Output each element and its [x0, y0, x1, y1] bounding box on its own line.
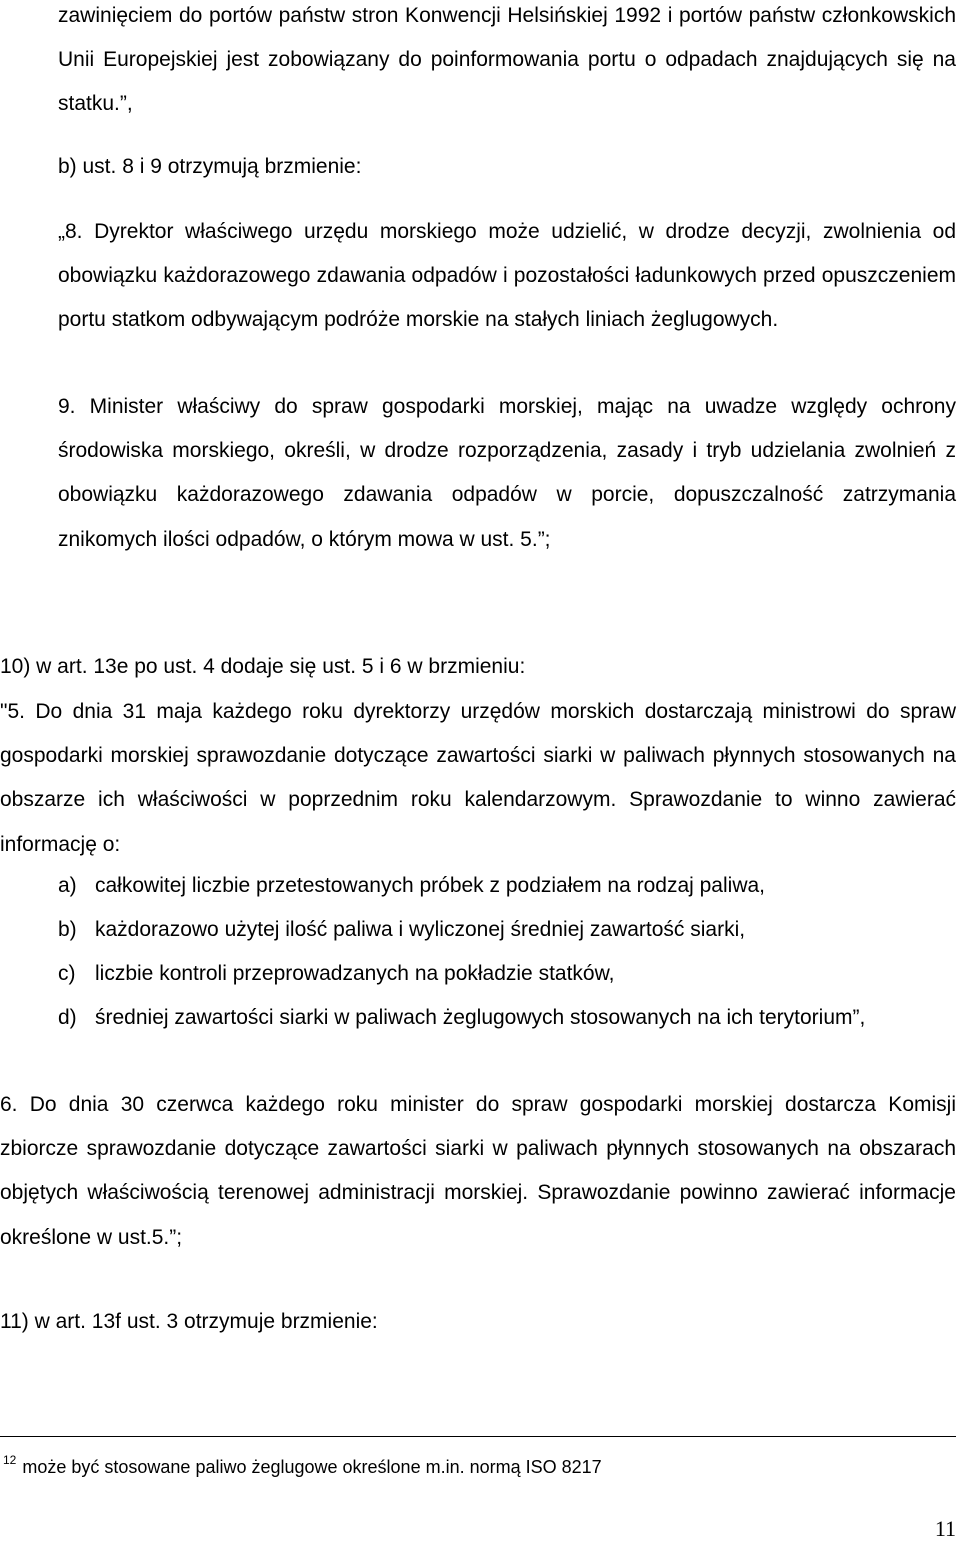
- footnote: [3, 1448, 602, 1479]
- footnote-text: może być stosowane paliwo żeglugowe określone m.in. normą ISO 8217: [22, 1457, 602, 1477]
- list-item-marker: c): [58, 962, 76, 985]
- footnote-number: 12: [3, 1453, 17, 1467]
- paragraph-ust-5: "5. Do dnia 31 maja każdego roku dyrektorzy urzędów morskich dostarczają ministrowi do spraw gospodarki morskiej sprawozdanie dotyczące zawartości siarki w paliwach płynnych stosowanych na obszarze ich właściwości w poprzednim roku kalendarzowym. Sprawozdanie to winno zawierać informację o:: [0, 700, 956, 856]
- paragraph-point-b: b) ust. 8 i 9 otrzymują brzmienie:: [58, 155, 362, 178]
- list-item-text: średniej zawartości siarki w paliwach żeglugowych stosowanych na ich terytorium”,: [95, 1006, 866, 1029]
- list-item-text: każdorazowo użytej ilość paliwa i wyliczonej średniej zawartość siarki,: [95, 918, 746, 941]
- footnote-separator: [0, 1436, 956, 1437]
- list-item-text: całkowitej liczbie przetestowanych próbek z podziałem na rodzaj paliwa,: [95, 874, 766, 897]
- paragraph-continuation: zawinięciem do portów państw stron Konwencji Helsińskiej 1992 i portów państw członkowskich Unii Europejskiej jest zobowiązany do poinformowania portu o odpadach znajdujących się na statku.”,: [58, 4, 956, 116]
- paragraph-point-10: 10) w art. 13e po ust. 4 dodaje się ust. 5 i 6 w brzmieniu:: [0, 655, 526, 678]
- list-item-marker: b): [58, 918, 77, 941]
- list-item-marker: d): [58, 1006, 77, 1029]
- list-item-marker: a): [58, 874, 77, 897]
- page-number: 11: [934, 1516, 956, 1541]
- paragraph-ust-8: „8. Dyrektor właściwego urzędu morskiego może udzielić, w drodze decyzji, zwolnienia od obowiązku każdorazowego zdawania odpadów i pozostałości ładunkowych przed opuszczeniem portu statkom odbywającym podróże morskie na stałych liniach żeglugowych.: [58, 220, 956, 332]
- paragraph-ust-6: 6. Do dnia 30 czerwca każdego roku minister do spraw gospodarki morskiej dostarcza Komisji zbiorcze sprawozdanie dotyczące zawartości siarki w paliwach płynnych stosowanych na obszarach objętych właściwością terenowej administracji morskiej. Sprawozdanie powinno zawierać informacje określone w ust.5.”;: [0, 1093, 956, 1249]
- list-item-text: liczbie kontroli przeprowadzanych na pokładzie statków,: [95, 962, 615, 985]
- paragraph-point-11: 11) w art. 13f ust. 3 otrzymuje brzmienie:: [0, 1310, 378, 1333]
- paragraph-ust-9: 9. Minister właściwy do spraw gospodarki morskiej, mając na uwadze względy ochrony środowiska morskiego, określi, w drodze rozporządzenia, zasady i tryb udzielania zwolnień z obowiązku każdorazowego zdawania odpadów w porcie, dopuszczalność zatrzymania znikomych ilości odpadów, o którym mowa w ust. 5.”;: [58, 395, 956, 551]
